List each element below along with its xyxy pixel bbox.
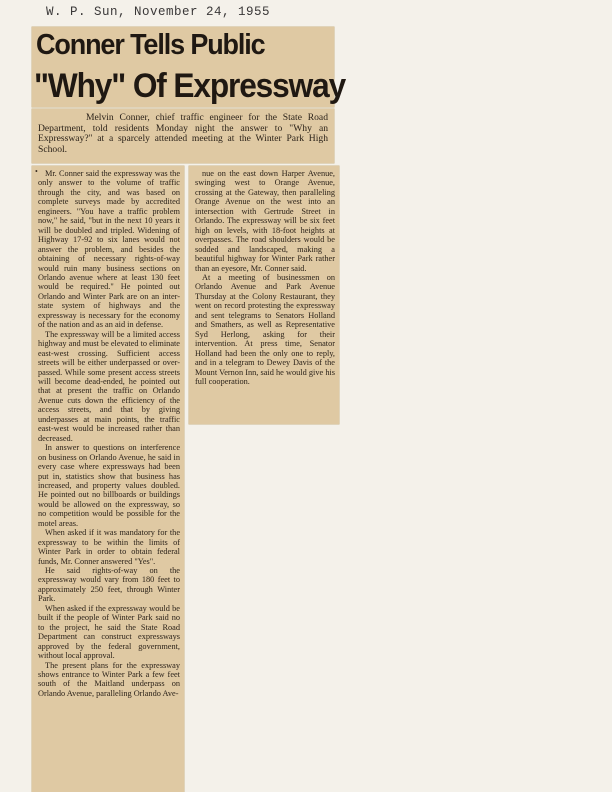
article-column-1	[32, 166, 184, 792]
headline-line-2: "Why" Of Expressway	[34, 67, 346, 105]
column1-paragraph: When asked if it was mandatory for the expressway to be within the limits of Winter Park in order to obtain federal funds, Mr. Conner answered "Yes".	[38, 528, 180, 566]
column1-paragraph: Mr. Conner said the expressway was the only answer to the volume of traffic through the city, and was based on complete surveys made by accredited engineers. "You have a traffic problem now," he said, "but in the next 10 years it will be doubled and tripled. Widening of Highway 17-92 to six lanes would not answer the problem, and besides the obtaining of necessary rights-of-way would ruin many business sections on Orlando avenue where at least 130 feet would be required." He pointed out Orlando and Winter Park are on an inter-state system of highways and the expressway is necessary for the economy of the nation and as an aid in defense.	[38, 169, 180, 330]
headline-line-1: Conner Tells Public	[36, 29, 265, 61]
headline	[32, 27, 346, 107]
bullet-mark: •	[35, 167, 38, 176]
column1-paragraph: The expressway will be a limited access highway and must be elevated to eliminate east-west crossing. Sufficient access streets will be either underpassed or over-passed. While some present access streets will become dead-ended, he pointed out that at present the traffic on Orlando Avenue cuts down the efficiency of the access streets, and that by giving underpasses at main points, the traffic east-west would be increased rather than decreased.	[38, 329, 180, 443]
column1-paragraph: The present plans for the expressway shows entrance to Winter Park a few feet south of the Maitland underpass on Orlando Avenue, paralleling Orlando Ave-	[38, 660, 180, 698]
dateline: W. P. Sun, November 24, 1955	[46, 5, 271, 19]
article-column-2	[189, 166, 339, 424]
column1-paragraph: In answer to questions on interference on business on Orlando Avenue, he said in every case where expressways had been put in, statistics show that business has increased, and property values doubled. He pointed out no billboards or buildings would be allowed on the expressway, so no competition would be possible for the motel areas.	[38, 443, 180, 528]
column2-paragraph: nue on the east down Harper Avenue, swinging west to Orange Avenue, crossing at the Gateway, then paralleling Orange Avenue on the west into an intersection with Gertrude Street in Orlando. The expressway will be six feet high on levels, with 18-foot heights at overpasses. The road shoulders would be sodded and landscaped, making a beautiful highway for Winter Park rather than an eyesore, Mr. Conner said.	[195, 169, 335, 273]
column1-paragraph: He said rights-of-way on the expressway would vary from 180 feet to approximately 250 feet, through Winter Park.	[38, 566, 180, 604]
lead-paragraph	[32, 109, 334, 163]
column1-paragraph: When asked if the expressway would be built if the people of Winter Park said no to the project, he said the State Road Department can construct expressways approved by the federal government, without local approval.	[38, 603, 180, 661]
lead-text: Melvin Conner, chief traffic engineer for the State Road Department, told residents Monday night the answer to "Why an Expressway?" at a sparcely attended meeting at the Winter Park High School.	[38, 112, 328, 155]
column2-paragraph: At a meeting of businessmen on Orlando Avenue and Park Avenue Thursday at the Colony Restaurant, they went on record protesting the expressway and sent telegrams to Senators Holland and Smathers, as well as Representative Syd Herlong, asking for their intervention. At press time, Senator Holland had been the only one to reply, and in a telegram to Dewey Davis of the Mount Vernon Inn, said he would give his full cooperation.	[195, 272, 335, 386]
